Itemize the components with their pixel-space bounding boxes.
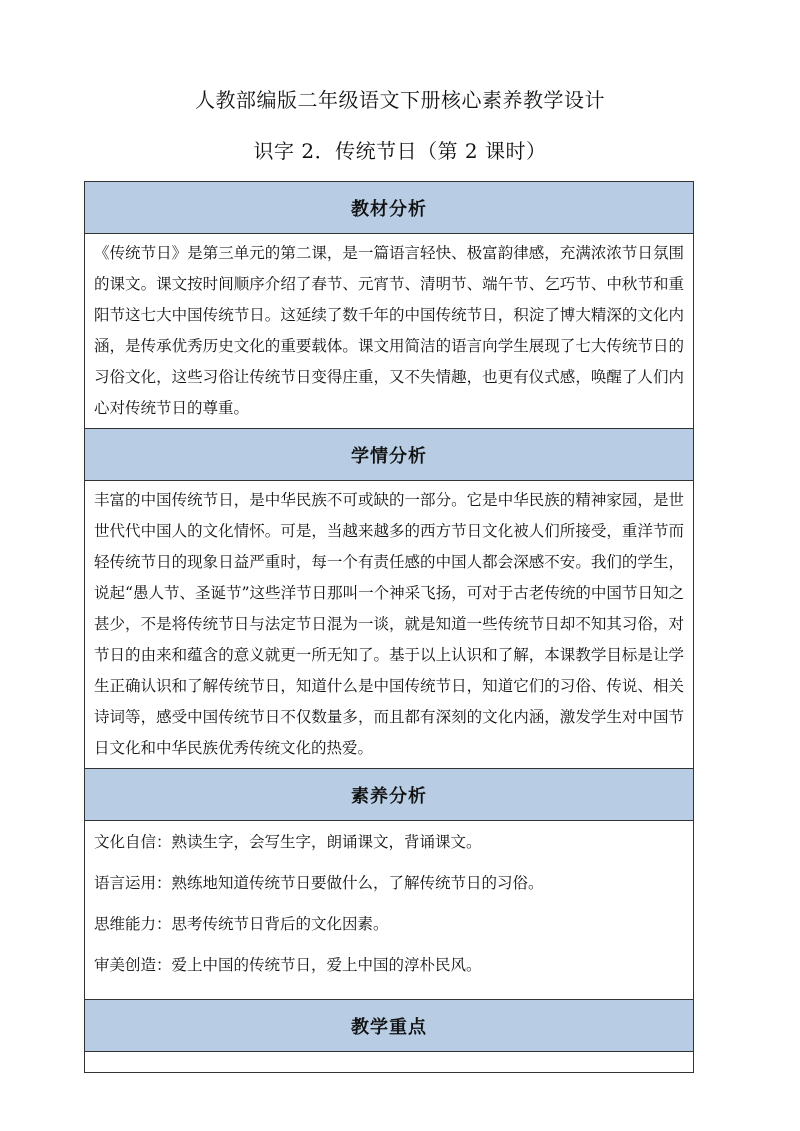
textbook-analysis-heading: 教材分析 <box>85 182 693 234</box>
lesson-design-table <box>84 181 694 1073</box>
textbook-analysis-text: 《传统节日》是第三单元的第二课，是一篇语言轻快、极富韵律感，充满浓浓节日氛围的课文。课文按时间顺序介绍了春节、元宵节、清明节、端午节、乞巧节、中秋节和重阳节这七大中国传统节日。这延续了数千年的中国传统节日，积淀了博大精深的文化内涵，是传承优秀历史文化的重要载体。课文用简洁的语言向学生展现了七大传统节日的习俗文化，这些习俗让传统节日变得庄重，又不失情趣，也更有仪式感，唤醒了人们内心对传统节日的尊重。 <box>85 234 693 429</box>
learner-analysis-text: 丰富的中国传统节日，是中华民族不可或缺的一部分。它是中华民族的精神家园，是世世代代中国人的文化情怀。可是，当越来越多的西方节日文化被人们所接受，重洋节而轻传统节日的现象日益严重时，每一个有责任感的中国人都会深感不安。我们的学生，说起“愚人节、圣诞节”这些洋节日那叫一个神采飞扬，可对于古老传统的中国节日知之甚少，不是将传统节日与法定节日混为一谈，就是知道一些传统节日却不知其习俗，对节日的由来和蕴含的意义就更一所无知了。基于以上认识和了解，本课教学目标是让学生正确认识和了解传统节日，知道什么是中国传统节日，知道它们的习俗、传说、相关诗词等，感受中国传统节日不仅数量多，而且都有深刻的文化内涵，激发学生对中国节日文化和中华民族优秀传统文化的热爱。 <box>85 481 693 769</box>
literacy-item-language-use: 语言运用：熟练地知道传统节日要做什么，了解传统节日的习俗。 <box>94 874 544 892</box>
literacy-item-aesthetic-creation: 审美创造：爱上中国的传统节日，爱上中国的淳朴民风。 <box>94 956 482 974</box>
literacy-item-thinking-ability: 思维能力：思考传统节日背后的文化因素。 <box>94 915 389 933</box>
learner-analysis-heading: 学情分析 <box>85 429 693 481</box>
literacy-analysis-list <box>85 821 693 1000</box>
teaching-focus-heading: 教学重点 <box>85 1000 693 1052</box>
document-title: 人教部编版二年级语文下册核心素养教学设计 <box>195 88 605 112</box>
lesson-title: 识字 2．传统节日（第 2 课时） <box>253 139 547 163</box>
literacy-analysis-heading: 素养分析 <box>85 769 693 821</box>
teaching-focus-body <box>85 1052 693 1072</box>
literacy-item-cultural-confidence: 文化自信：熟读生字，会写生字，朗诵课文，背诵课文。 <box>94 833 482 851</box>
